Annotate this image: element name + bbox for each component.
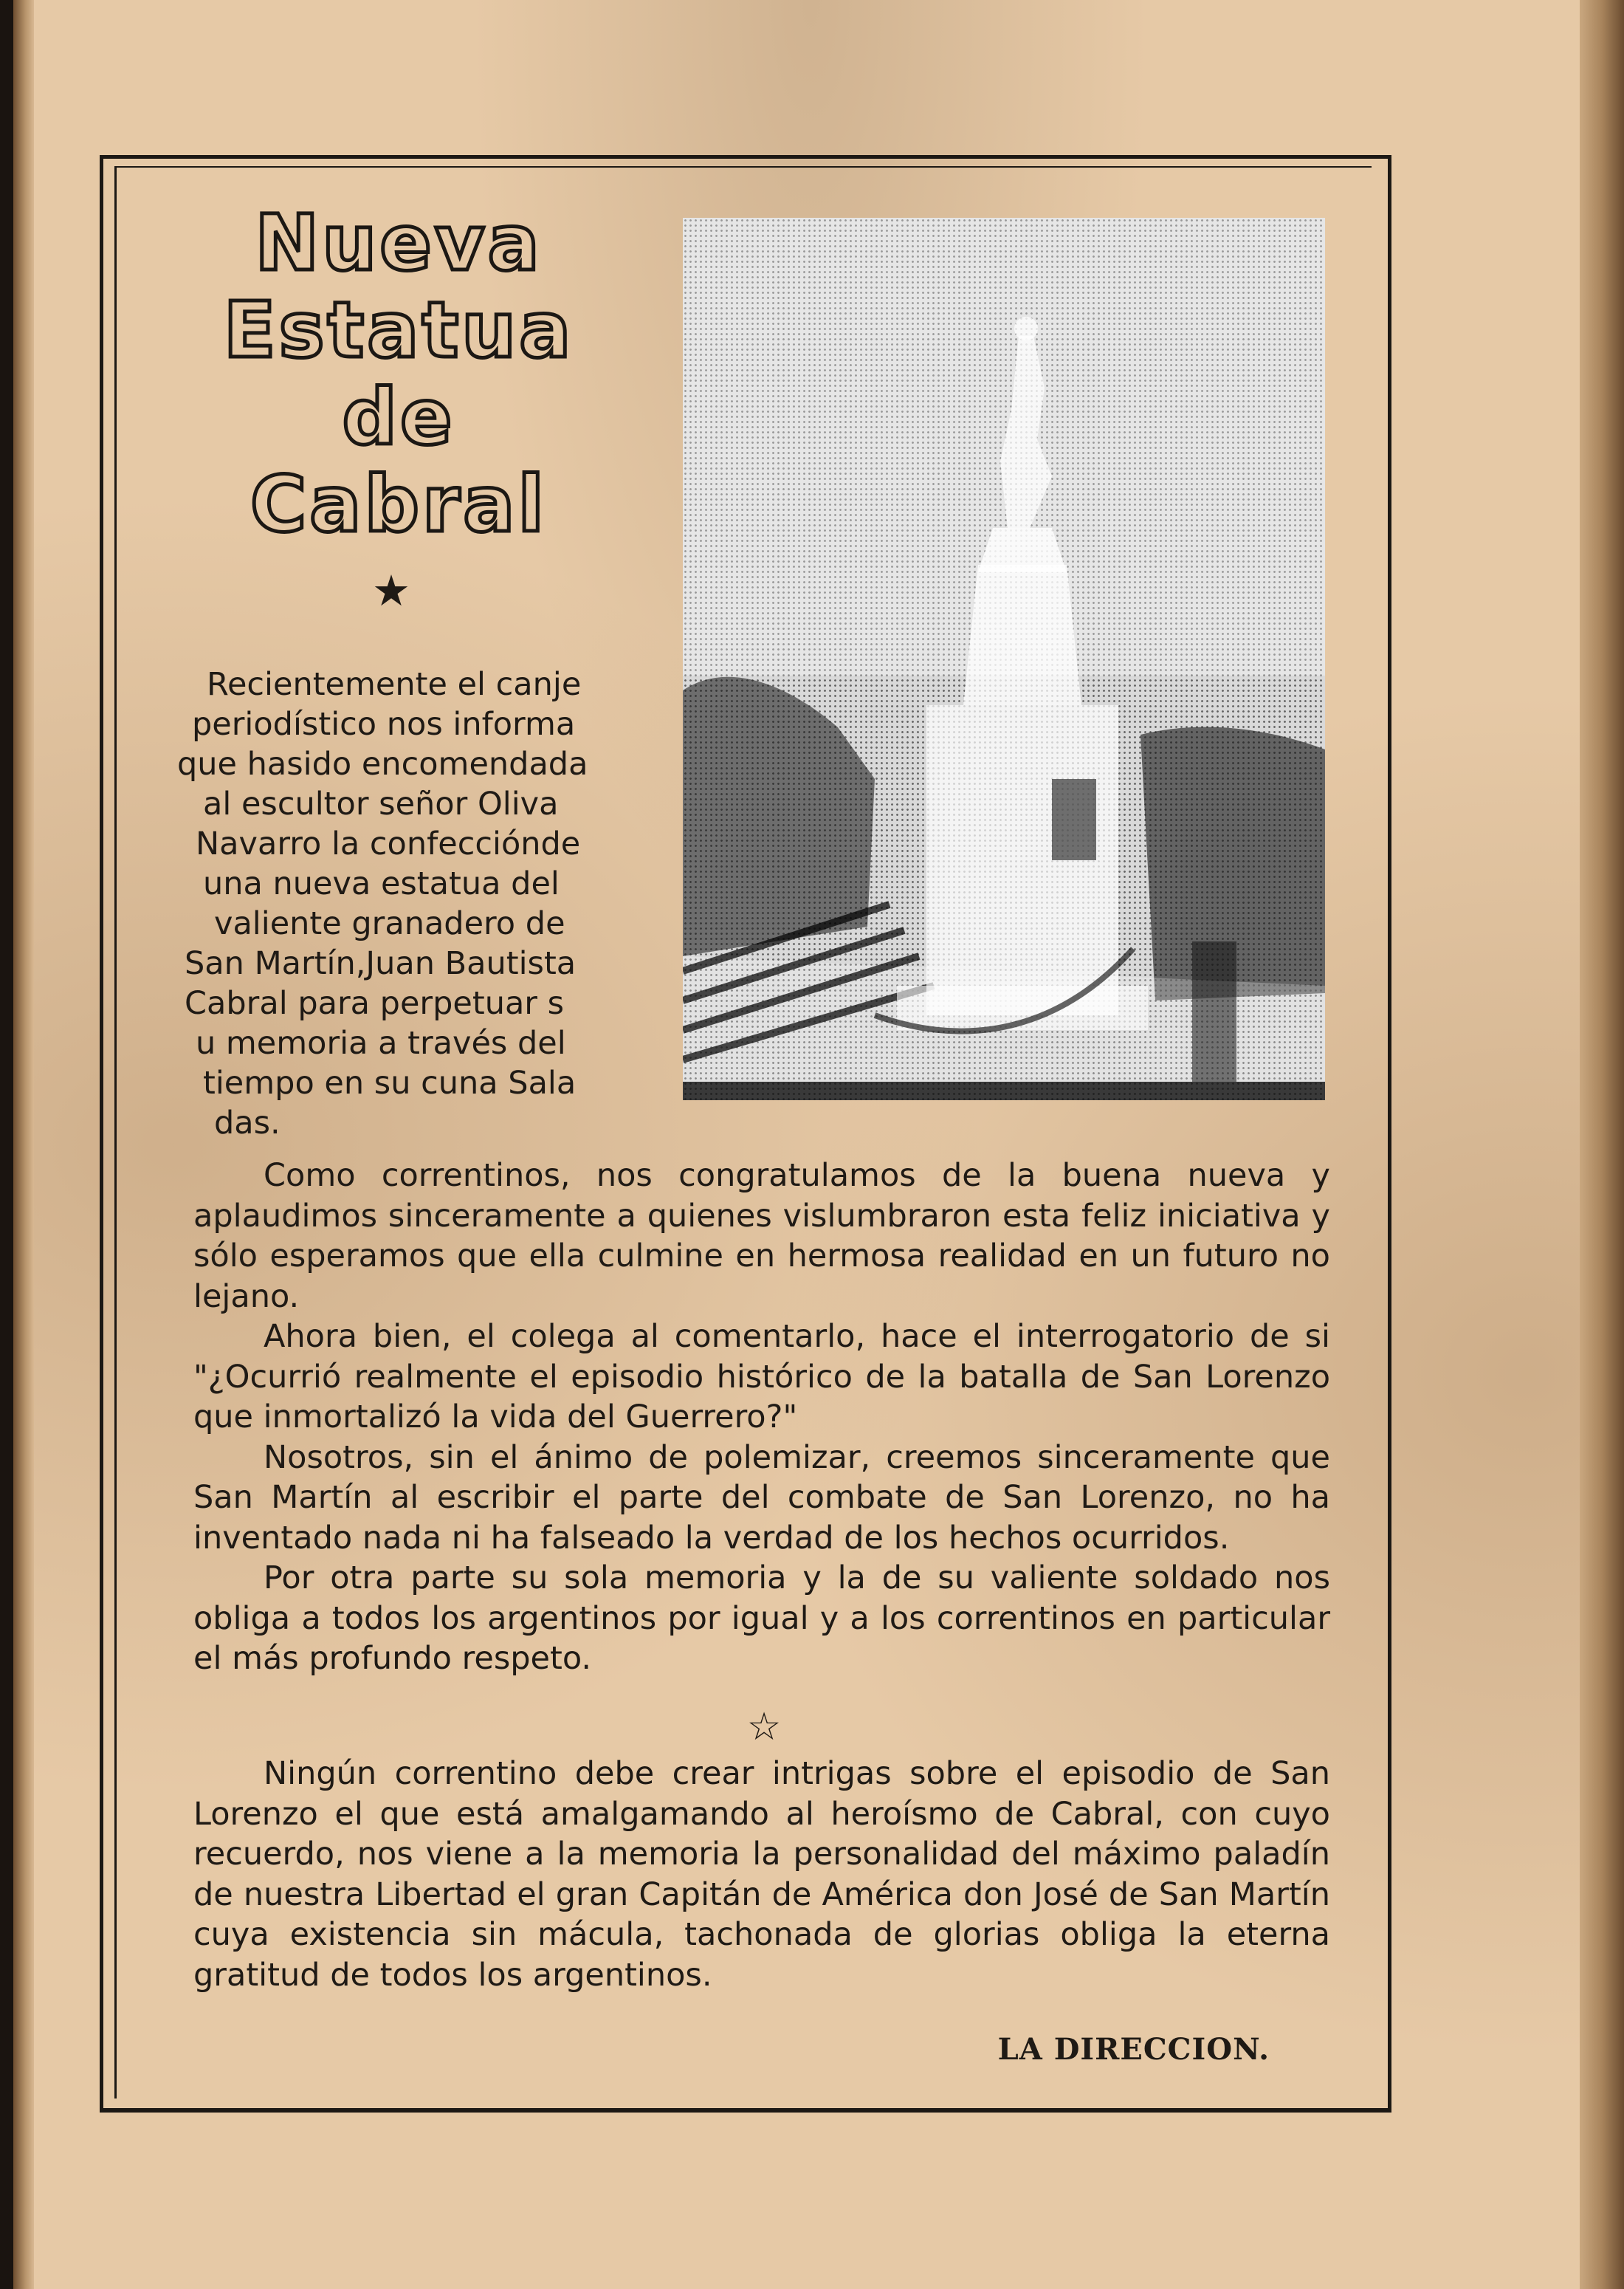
article-body bbox=[193, 1156, 1330, 1679]
body-paragraph: Por otra parte su sola memoria y la de su valiente soldado nos obliga a todos los argentinos por igual y a los correntinos en particular el más profundo respeto. bbox=[193, 1559, 1330, 1677]
title-line: Cabral bbox=[250, 459, 548, 549]
intro-line: San Martín,Juan Bautista bbox=[185, 945, 577, 982]
intro-paragraph bbox=[170, 665, 650, 1143]
intro-line: Recientemente el canje bbox=[207, 666, 582, 703]
page-edge-right bbox=[1580, 0, 1624, 2289]
intro-line: que hasido encomendada bbox=[177, 746, 588, 783]
closing-section bbox=[193, 1754, 1330, 1995]
title-line: de bbox=[342, 372, 455, 462]
intro-line: al escultor señor Oliva bbox=[203, 786, 559, 823]
title-line: Nueva bbox=[255, 198, 543, 288]
intro-line: una nueva estatua del bbox=[203, 865, 560, 902]
intro-line: tiempo en su cuna Sala bbox=[203, 1065, 577, 1102]
intro-line: periodístico nos informa bbox=[192, 706, 576, 743]
intro-line: Navarro la confecciónde bbox=[196, 826, 581, 862]
article-title bbox=[185, 199, 613, 548]
statue-photo-illustration bbox=[683, 218, 1325, 1100]
intro-line: Cabral para perpetuar s bbox=[185, 985, 565, 1022]
intro-line: das. bbox=[214, 1105, 281, 1142]
star-outline-icon: ☆ bbox=[746, 1705, 782, 1749]
signature: LA DIRECCION. bbox=[997, 2032, 1270, 2067]
intro-line: valiente granadero de bbox=[214, 905, 565, 942]
body-paragraph: Nosotros, sin el ánimo de polemizar, creemos sinceramente que San Martín al escribir el parte del combate de San Lorenzo, no ha inventado nada ni ha falseado la verdad de los hechos ocurridos. bbox=[193, 1438, 1330, 1557]
binding-gutter-left bbox=[13, 0, 34, 2289]
star-icon: ★ bbox=[372, 566, 410, 616]
statue-photo bbox=[683, 218, 1325, 1100]
body-paragraph: Como correntinos, nos congratulamos de la buena nueva y aplaudimos sinceramente a quienes vislumbraron esta feliz iniciativa y sólo esperamos que ella culmine en hermosa realidad en un futuro no lejano. bbox=[193, 1157, 1330, 1315]
title-line: Estatua bbox=[223, 285, 574, 375]
body-paragraph: Ahora bien, el colega al comentarlo, hace el interrogatorio de si "¿Ocurrió realmente el episodio histórico de la batalla de San Lorenzo que inmortalizó la vida del Guerrero?" bbox=[193, 1318, 1330, 1435]
intro-line: u memoria a través del bbox=[196, 1025, 566, 1062]
closing-paragraph: Ningún correntino debe crear intrigas sobre el episodio de San Lorenzo el que está amalgamando al heroísmo de Cabral, con cuyo recuerdo, nos viene a la memoria la personalidad del máximo paladín de nuestra Libertad el gran Capitán de América don José de San Martín cuya existencia sin mácula, tachonada de glorias obliga la eterna gratitud de todos los argentinos. bbox=[193, 1755, 1330, 1994]
